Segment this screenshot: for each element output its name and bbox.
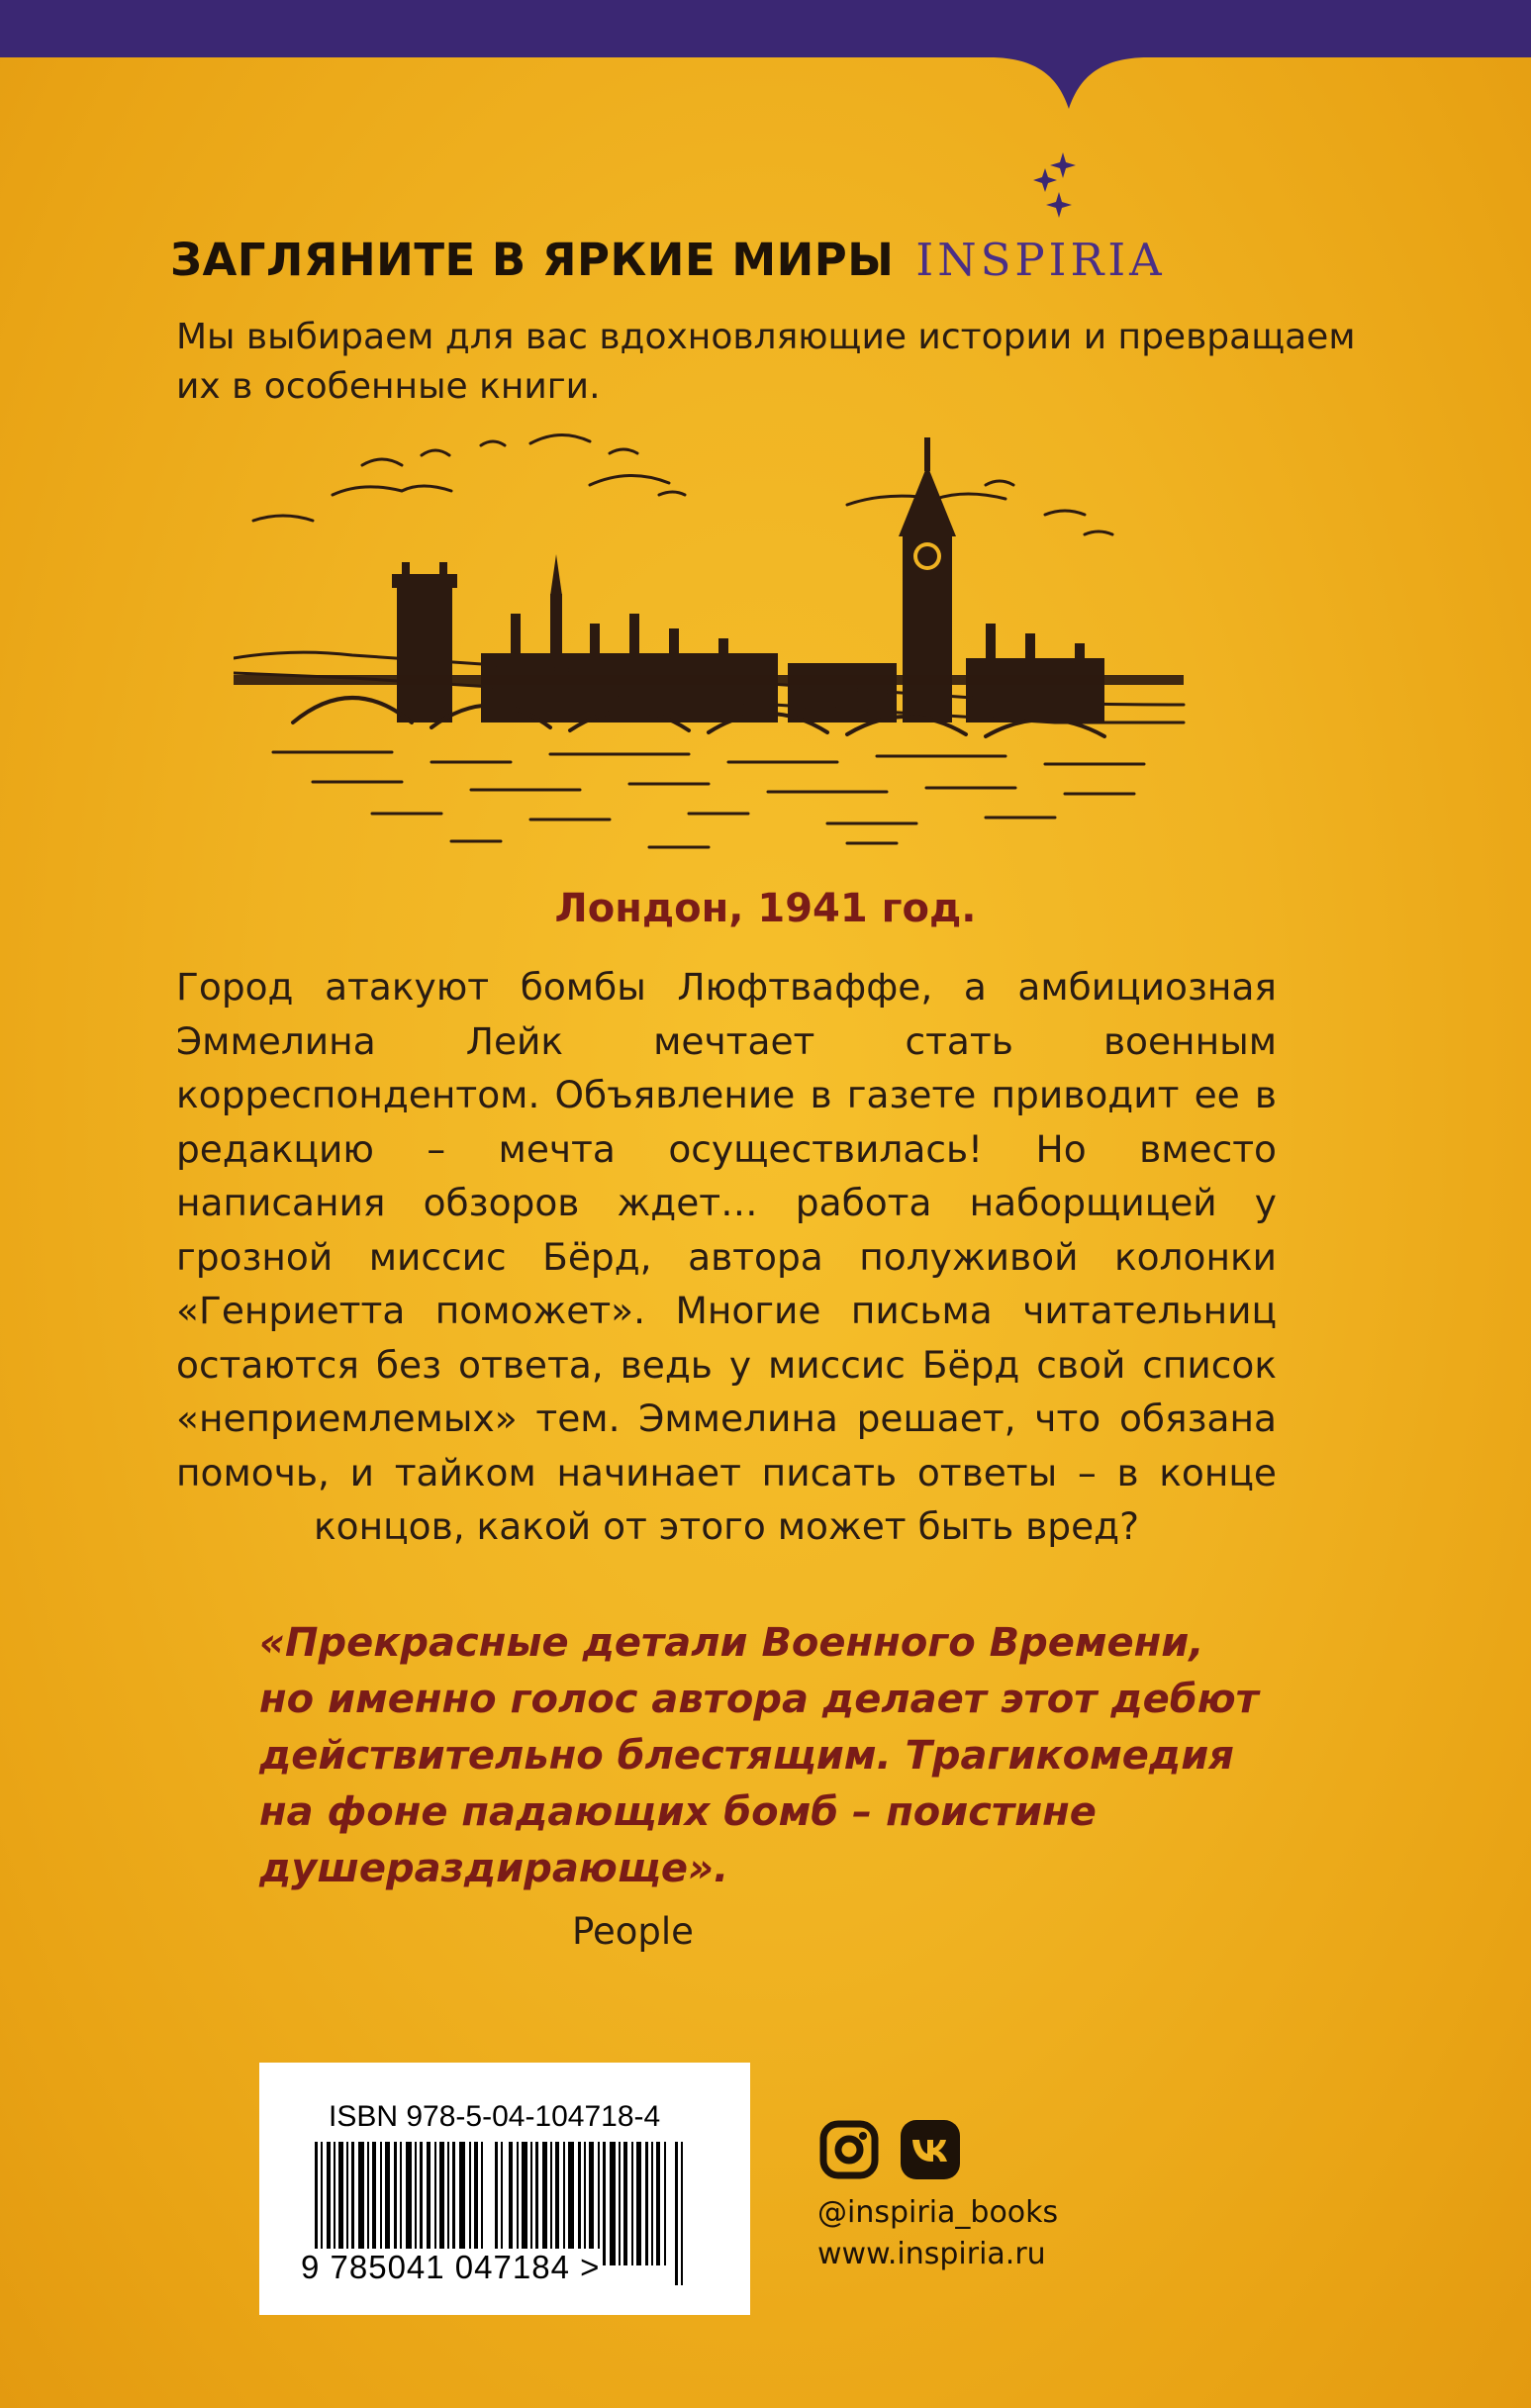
top-purple-band <box>0 0 1531 119</box>
website-link[interactable]: www.inspiria.ru <box>817 2237 1046 2271</box>
headline-title: ЗАГЛЯНИТЕ В ЯРКИЕ МИРЫ <box>170 234 895 286</box>
vk-icon[interactable] <box>899 2118 962 2181</box>
london-skyline-illustration <box>234 426 1223 861</box>
barcode-digits: 9 785041 047184 > <box>301 2249 601 2285</box>
sparkle-icon <box>1029 146 1089 226</box>
review-quote: «Прекрасные детали Военного Времени, но именно голос автора делает этот дебют действительно блестящим. Трагикомедия на фоне падающих бомб – поистине душераздирающе». <box>259 1620 1259 1891</box>
tagline: Мы выбираем для вас вдохновляющие истории и превращаем их в особенные книги. <box>176 317 1356 407</box>
isbn-number: ISBN 978-5-04-104718-4 <box>329 2100 661 2133</box>
isbn-barcode-box <box>259 2063 750 2315</box>
instagram-icon[interactable] <box>817 2118 881 2181</box>
review-source: People <box>572 1910 694 1953</box>
blurb-text-block <box>176 960 1277 1554</box>
blurb-subtitle: Лондон, 1941 год. <box>554 886 977 931</box>
collection-headline <box>170 234 1166 286</box>
blurb-text: Город атакуют бомбы Люфтваффе, а амбициозная Эммелина Лейк мечтает стать военным корреспондентом. Объявление в газете приводит ее в редакцию – мечта осуществилась! Но вместо написания обзоров ждет… работа наборщицей у грозной миссис Бёрд, автора полуживой колонки «Генриетта поможет». Многие письма читательниц остаются без ответа, ведь у миссис Бёрд свой список «неприемлемых» тем. Эммелина решает, что обязана помочь, и тайком начинает писать ответы – в конце концов, какой от этого может быть вред? <box>176 965 1277 1548</box>
brand-name: INSPIRIA <box>915 234 1166 286</box>
social-handle[interactable]: @inspiria_books <box>817 2195 1059 2230</box>
